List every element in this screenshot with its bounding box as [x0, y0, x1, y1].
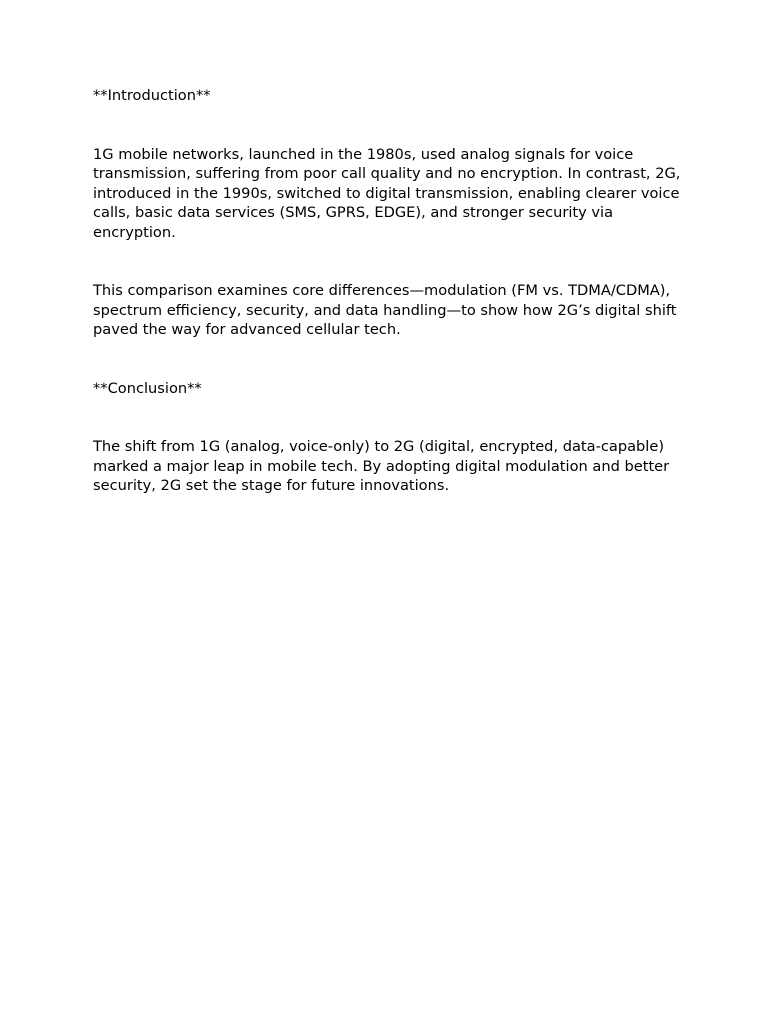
spacer: [93, 398, 683, 437]
intro-paragraph-1: 1G mobile networks, launched in the 1980s, used analog signals for voice transmission, suffering from poor call quality and no encryption. In contrast, 2G, introduced in the 1990s, switched to digital transmission, enabling clearer voice calls, basic data services (SMS, GPRS, EDGE), and stronger security via encryption.: [93, 145, 681, 241]
conclusion-paragraph: The shift from 1G (analog, voice-only) to 2G (digital, encrypted, data-capable) marked a major leap in mobile tech. By adopting digital modulation and better security, 2G set the stage for future innovations.: [93, 438, 670, 494]
spacer: [93, 340, 683, 379]
spacer: [93, 106, 683, 145]
document-body: [93, 86, 683, 496]
conclusion-heading: **Conclusion**: [93, 379, 202, 397]
intro-paragraph-2: This comparison examines core differences—modulation (FM vs. TDMA/CDMA), spectrum efficiency, security, and data handling—to show how 2G’s digital shift paved the way for advanced cellular tech.: [93, 282, 677, 338]
spacer: [93, 242, 683, 281]
introduction-heading: **Introduction**: [93, 87, 211, 104]
